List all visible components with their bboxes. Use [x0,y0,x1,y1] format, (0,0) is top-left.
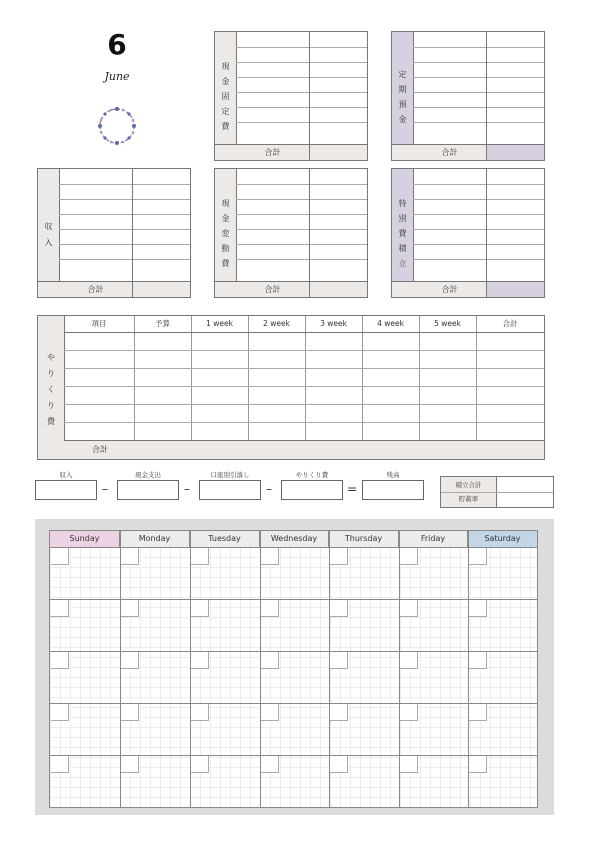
date-cell-box[interactable] [51,652,69,669]
yarikuri-table [37,315,545,460]
equals-operator: = [347,482,358,496]
special-reserve-label-4: 積 [398,244,407,253]
fixed-savings-total-label: 合計 [441,148,458,157]
date-cell-box[interactable] [51,548,69,565]
date-cell-box[interactable] [261,704,279,721]
fixed-savings-label-3: 預 [398,100,407,109]
date-cell-box[interactable] [330,756,348,773]
yarikuri-label-2: り [47,369,55,378]
date-cell-box[interactable] [51,600,69,617]
date-cell-box[interactable] [400,756,418,773]
eq-label-balance: 残高 [386,471,400,479]
month-name: June [104,70,130,83]
wreath-icon [94,101,140,151]
day-header-monday: Monday [120,531,190,547]
special-reserve-box [391,168,545,298]
special-reserve-total-value[interactable] [486,282,544,297]
header-week5: 5 week [434,319,461,328]
minus-operator-2: – [184,482,190,496]
cash-fixed-label-4: 定 [221,107,230,116]
date-cell-box[interactable] [121,548,139,565]
cash-variable-label-3: 変 [221,229,230,238]
date-cell-box[interactable] [469,548,487,565]
date-cell-box[interactable] [121,652,139,669]
cash-fixed-label-1: 現 [221,62,230,71]
header-week1: 1 week [206,319,233,328]
eq-label-yarikuri: やりくり費 [295,471,329,479]
special-reserve-label-3: 費 [398,229,407,238]
eq-label-cash-expense: 現金支出 [135,471,161,479]
date-cell-box[interactable] [400,652,418,669]
cash-variable-expense-box [214,168,368,298]
header-budget: 予算 [155,319,170,328]
yarikuri-label-4: り [47,401,55,410]
yarikuri-label-5: 費 [47,417,55,426]
income-label-1: 収 [44,222,53,231]
month-number: 6 [107,28,127,61]
cash-fixed-expense-box [214,31,368,161]
date-cell-box[interactable] [121,756,139,773]
fixed-savings-total-value[interactable] [486,145,544,160]
minus-operator-3: – [266,482,272,496]
fixed-savings-label-1: 定 [398,70,407,79]
calendar [49,530,538,808]
date-cell-box[interactable] [261,756,279,773]
fixed-savings-box [391,31,545,161]
date-cell-box[interactable] [469,652,487,669]
header-week2: 2 week [263,319,290,328]
header-item: 項目 [91,319,107,328]
eq-label-account-debit: 口座別引落し [210,471,250,479]
special-reserve-label-2: 別 [398,214,407,223]
header-total: 合計 [502,319,518,328]
day-header-tuesday: Tuesday [190,531,260,547]
yarikuri-label-1: や [47,353,55,362]
income-total-value[interactable] [132,282,190,297]
date-cell-box[interactable] [51,756,69,773]
date-cell-box[interactable] [400,600,418,617]
date-cell-box[interactable] [400,548,418,565]
date-cell-box[interactable] [330,704,348,721]
date-cell-box[interactable] [121,600,139,617]
cash-variable-label-1: 現 [221,199,230,208]
income-box [37,168,191,298]
day-header-saturday: Saturday [468,531,537,547]
income-total-label: 合計 [87,285,104,294]
yarikuri-label-3: く [47,385,55,394]
eq-label-income: 収入 [59,471,73,479]
savings-rate-label: 貯蓄率 [441,492,497,507]
yarikuri-input[interactable] [281,480,343,500]
balance-input[interactable] [362,480,424,500]
fixed-savings-label-4: 金 [398,115,407,124]
special-reserve-total-label: 合計 [441,285,458,294]
date-cell-box[interactable] [469,756,487,773]
cash-variable-label-5: 費 [221,259,230,268]
cash-variable-label-4: 動 [221,244,230,253]
date-cell-box[interactable] [191,652,209,669]
date-cell-box[interactable] [261,600,279,617]
date-cell-box[interactable] [191,548,209,565]
date-cell-box[interactable] [191,600,209,617]
cash-fixed-total-label: 合計 [264,148,281,157]
cash-fixed-total-value[interactable] [309,145,367,160]
minus-operator-1: – [102,482,108,496]
day-header-sunday: Sunday [50,531,120,547]
income-label-2: 入 [44,238,53,247]
cash-fixed-label-3: 固 [221,92,230,101]
day-header-thursday: Thursday [329,531,399,547]
date-cell-box[interactable] [469,600,487,617]
cash-fixed-label-2: 金 [221,77,230,86]
date-cell-box[interactable] [330,548,348,565]
account-debit-input[interactable] [199,480,261,500]
special-reserve-label-1: 特 [398,199,407,208]
special-reserve-label-5: 立 [398,259,407,268]
date-cell-box[interactable] [121,704,139,721]
yarikuri-total-label: 合計 [92,445,108,454]
date-cell-box[interactable] [261,548,279,565]
date-cell-box[interactable] [261,652,279,669]
date-cell-box[interactable] [330,652,348,669]
fixed-savings-label-2: 期 [398,85,407,94]
income-input[interactable] [35,480,97,500]
cash-variable-label-2: 金 [221,214,230,223]
reserve-total-label: 積立合計 [441,477,497,493]
date-cell-box[interactable] [191,756,209,773]
header-week3: 3 week [320,319,347,328]
savings-stats-table [440,476,554,508]
date-cell-box[interactable] [191,704,209,721]
date-cell-box[interactable] [330,600,348,617]
date-cell-box[interactable] [51,704,69,721]
date-cell-box[interactable] [400,704,418,721]
day-header-friday: Friday [399,531,468,547]
cash-variable-total-value[interactable] [309,282,367,297]
cash-variable-total-label: 合計 [264,285,281,294]
cash-fixed-label-5: 費 [221,122,230,131]
cash-expense-input[interactable] [117,480,179,500]
day-header-wednesday: Wednesday [260,531,329,547]
date-cell-box[interactable] [469,704,487,721]
header-week4: 4 week [377,319,404,328]
